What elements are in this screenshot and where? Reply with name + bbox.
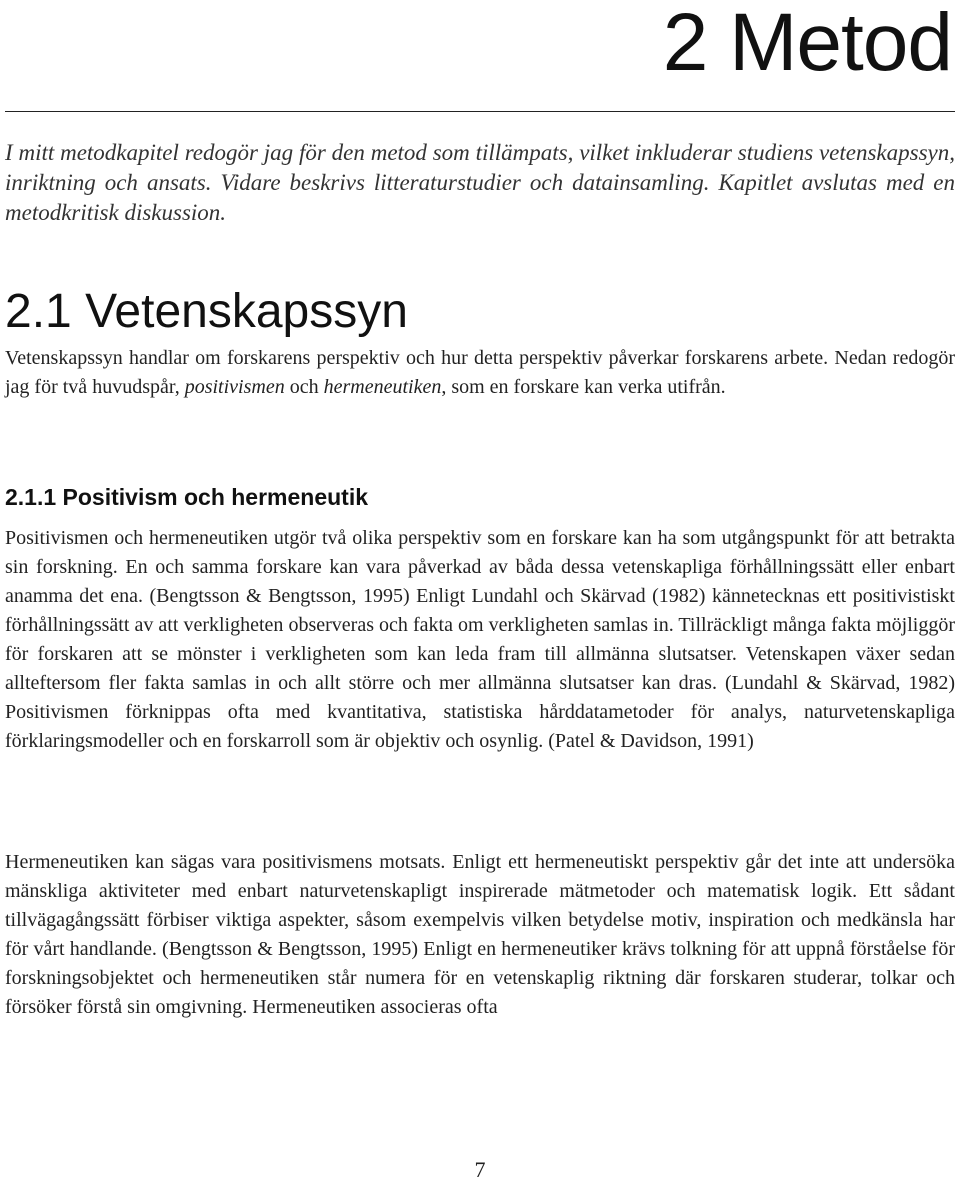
chapter-divider [5, 111, 955, 112]
paragraph-conjunction: och [289, 376, 319, 398]
chapter-title: 2 Metod [662, 0, 952, 88]
paragraph-text-start: Vetenskapssyn handlar om forskarens perspektiv och hur detta perspektiv påverkar forskarens arbete. Nedan redogör jag för två huvudspår, [5, 347, 955, 398]
term-positivism: positivismen [184, 376, 285, 398]
chapter-intro: I mitt metodkapitel redogör jag för den metod som tillämpats, vilket inkluderar studiens vetenskapssyn, inriktning och ansats. Vidare beskrivs litteraturstudier och datainsamling. Kapitlet avslutas med en metodkritisk diskussion. [5, 140, 955, 225]
paragraph-text-end: , som en forskare kan verka utifrån. [441, 376, 726, 398]
page-number: 7 [474, 1157, 486, 1182]
term-hermeneutics: hermeneutiken [323, 376, 442, 398]
subsection-paragraph-1: Positivismen och hermeneutiken utgör två olika perspektiv som en forskare kan ha som utgångspunkt för att betrakta sin forskning. En och samma forskare kan vara påverkad av båda dessa vetenskapliga förhållningssätt eller enbart anamma det ena. (Bengtsson & Bengtsson, 1995) Enligt Lundahl och Skärvad (1982) kännetecknas ett positivistiskt förhållningssätt av att verkligheten observeras och fakta om verkligheten samlas in. Tillräckligt många fakta möjliggör för forskaren att se mönster i verkligheten som kan leda fram till allmänna slutsatser. Vetenskapen växer sedan allteftersom fler fakta samlas in och allt större och mer allmänna slutsatser kan dras. (Lundahl & Skärvad, 1982) Positivismen förknippas ofta med kvantitativa, statistiska hårddatametoder för analys, naturvetenskapliga förklaringsmodeller och en forskarroll som är objektiv och osynlig. (Patel & Davidson, 1991) [5, 527, 955, 752]
subsection-paragraph-2: Hermeneutiken kan sägas vara positivismens motsats. Enligt ett hermeneutiskt perspektiv går det inte att undersöka mänskliga aktiviteter med enbart naturvetenskapligt inspirerade mätmetoder och matematisk logik. Ett sådant tillvägagångssätt förbiser viktiga aspekter, såsom exempelvis vilken betydelse motiv, inspiration och medkänsla har för vårt handlande. (Bengtsson & Bengtsson, 1995) Enligt en hermeneutiker krävs tolkning för att uppnå förståelse för forskningsobjektet och hermeneutiken står numera för en vetenskaplig riktning där forskaren studerar, tolkar och försöker förstå sin omgivning. Hermeneutiken associeras ofta [5, 851, 955, 1018]
section-paragraph-vetenskapssyn [5, 344, 955, 402]
subsection-heading-positivism-hermeneutik: 2.1.1 Positivism och hermeneutik [5, 484, 369, 510]
section-heading-vetenskapssyn: 2.1 Vetenskapssyn [5, 285, 408, 338]
